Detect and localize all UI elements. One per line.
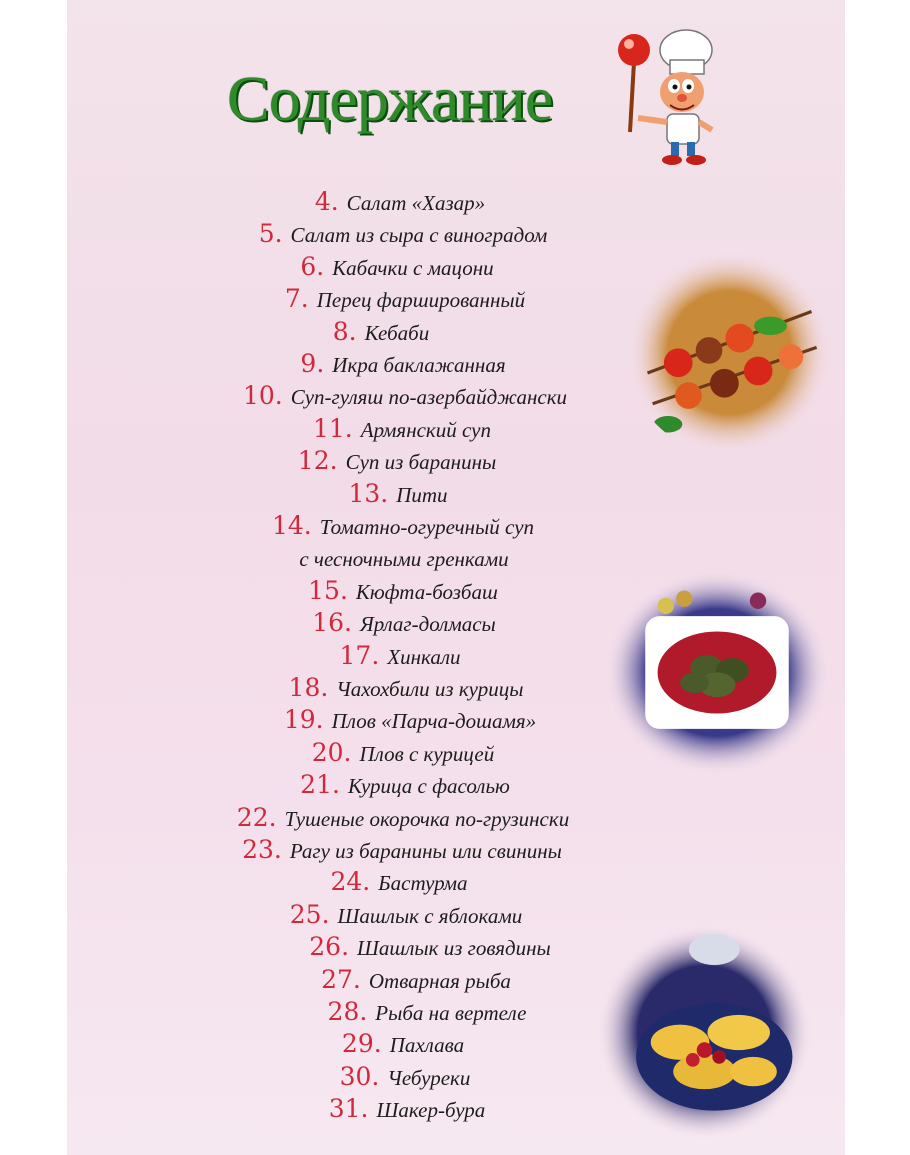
page-number: 10. [242,381,283,410]
page-number: 14. [271,511,312,540]
pastry-photo [582,925,827,1140]
page-title: Содержание [227,63,553,134]
recipe-title: Шакер-бура [376,1098,486,1122]
recipe-title: с чесночными гренками [299,547,509,571]
page-number: 25. [289,900,330,929]
toc-entry [348,478,447,510]
recipe-title: Томатно-огуречный суп [319,515,535,539]
recipe-title: Пахлава [389,1033,465,1057]
page-number: 12. [297,446,338,475]
page-number: 19. [283,705,324,734]
page-number: 26. [309,932,350,961]
toc-entry [300,251,493,283]
recipe-title: Плов с курицей [359,742,495,766]
toc-entry [342,1028,464,1060]
recipe-title: Перец фаршированный [316,288,526,312]
recipe-title: Отварная рыба [368,969,511,993]
toc-entry [313,413,491,445]
recipe-title: Суп из баранины [345,450,497,474]
page-number: 30. [339,1062,380,1091]
page-number: 28. [327,997,368,1026]
page-number: 7. [284,284,309,313]
toc-entry [242,834,562,866]
toc-entry [291,542,508,574]
recipe-title: Икра баклажанная [332,353,506,377]
page-number: 20. [311,738,352,767]
toc-entry [340,640,461,672]
recipe-title: Рыба на вертеле [375,1001,527,1025]
recipe-title: Пити [396,483,448,507]
toc-entry [328,996,527,1028]
page-number: 21. [300,770,340,799]
page-number: 17. [339,641,380,670]
page-number: 16. [312,608,352,637]
page-number: 24. [330,867,371,896]
page-number: 27. [321,965,361,994]
toc-entry [300,769,510,801]
recipe-title: Тушеные окорочка по-грузински [284,807,570,831]
kebab-photo [627,250,832,455]
recipe-title: Кюфта-бозбаш [355,580,498,604]
chef-mascot-icon [612,22,722,167]
toc-entry [243,380,567,412]
toc-entry [289,672,524,704]
recipe-title: Суп-гуляш по-азербайджански [290,385,568,409]
recipe-title: Шашлык с яблоками [337,904,523,928]
page-number: 8. [332,317,357,346]
recipe-title: Курица с фасолью [347,774,510,798]
page-number: 15. [308,576,348,605]
page-number: 22. [236,803,277,832]
toc-entry [329,1093,486,1125]
recipe-title: Рагу из баранины или свинины [289,839,562,863]
page-number: 18. [288,673,329,702]
toc-entry [285,283,525,315]
recipe-title: Ярлаг-долмасы [359,612,496,636]
recipe-title: Кебаби [364,321,430,345]
toc-entry [333,316,429,348]
recipe-title: Бастурма [378,871,468,895]
toc-entry [290,899,522,931]
page-number: 13. [348,479,389,508]
toc-entry [298,445,496,477]
toc-entry [315,186,485,218]
toc-entry [300,348,505,380]
recipe-title: Чахохбили из курицы [336,677,524,701]
page-number: 4. [314,187,339,216]
toc-entry [312,607,496,639]
toc-entry [340,1061,471,1093]
page-number: 6. [300,252,325,281]
toc-entry [309,931,550,963]
contents-page [67,0,845,1155]
recipe-title: Плов «Парча-дошамя» [331,709,537,733]
recipe-title: Шашлык из говядины [357,936,551,960]
dolma-photo [592,570,842,775]
page-number: 5. [258,219,283,248]
page-number: 31. [328,1094,369,1123]
toc-entry [312,737,495,769]
page-number: 11. [312,414,353,443]
page-number: 9. [300,349,325,378]
toc-entry [308,575,498,607]
page-number: 23. [242,835,282,864]
toc-entry [259,218,548,250]
toc-entry [321,964,511,996]
toc-entry [330,866,467,898]
recipe-title: Салат «Хазар» [346,191,486,215]
recipe-title: Армянский суп [360,418,492,442]
recipe-title: Хинкали [387,645,461,669]
toc-entry [284,704,536,736]
toc-entry [272,510,534,542]
recipe-title: Кабачки с мацони [332,256,494,280]
toc-entry [237,802,569,834]
recipe-title: Чебуреки [387,1066,471,1090]
recipe-title: Салат из сыра с виноградом [290,223,548,247]
page-number: 29. [341,1029,382,1058]
